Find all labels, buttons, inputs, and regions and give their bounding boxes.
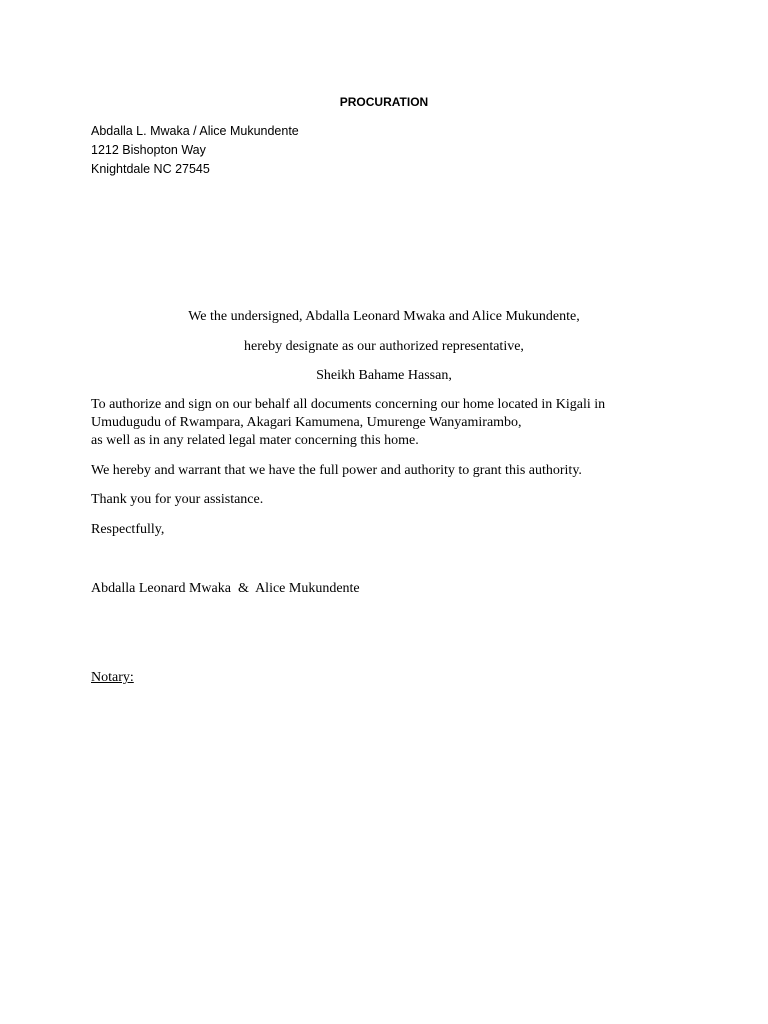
thanks-statement: Thank you for your assistance. [91,492,264,507]
notary-label: Notary: [91,670,134,685]
authorization-paragraph-line-1: To authorize and sign on our behalf all documents concerning our home located in Kigali in [91,397,606,412]
sender-address-block [91,122,299,179]
sender-street: 1212 Bishopton Way [91,143,206,157]
authorization-paragraph-line-3: as well as in any related legal mater concerning this home. [91,433,419,448]
signatories: Abdalla Leonard Mwaka & Alice Mukundente [91,581,360,596]
designation-statement: hereby designate as our authorized representative, [244,339,524,354]
representative-name: Sheikh Bahame Hassan, [316,368,452,383]
sender-city: Knightdale NC 27545 [91,162,210,176]
warrant-statement: We hereby and warrant that we have the full power and authority to grant this authority. [91,463,582,478]
sender-names: Abdalla L. Mwaka / Alice Mukundente [91,124,299,138]
closing-salutation: Respectfully, [91,522,165,537]
undersigned-statement: We the undersigned, Abdalla Leonard Mwaka and Alice Mukundente, [188,309,580,324]
document-title: PROCURATION [339,95,429,109]
authorization-paragraph-line-2: Umudugudu of Rwampara, Akagari Kamumena, Umurenge Wanyamirambo, [91,415,522,430]
